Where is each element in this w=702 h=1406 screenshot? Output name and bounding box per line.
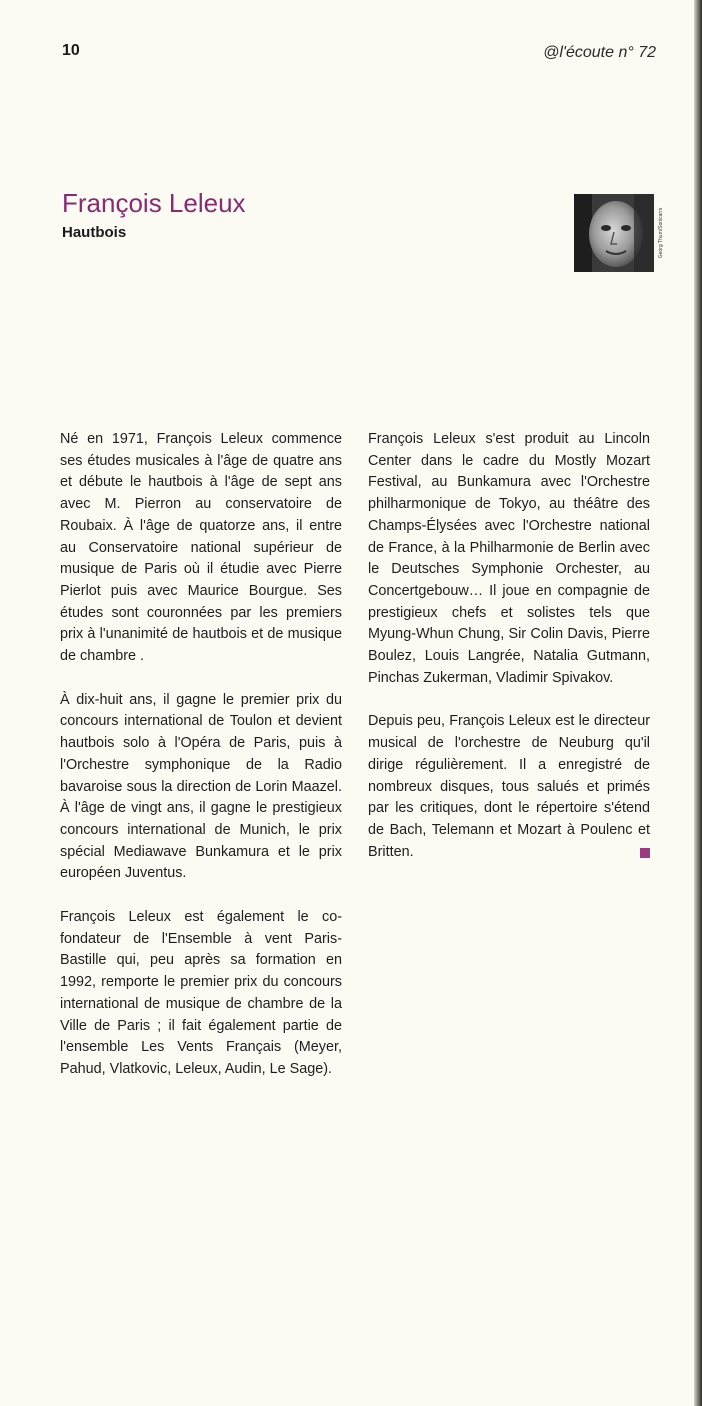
left-paragraph-3: François Leleux est également le co-fondateur de l'Ensemble à vent Paris-Bastille qui, peu après sa formation en 1992, remporte le premier prix du concours international de musique de chambre de la Ville de Paris ; il fait également partie de l'ensemble Les Vents Français (Meyer, Pahud, Vlatkovic, Leleux, Audin, Le Sage).: [60, 909, 342, 1077]
portrait-illustration: [574, 194, 654, 272]
page-edge: [694, 0, 702, 1406]
article-subtitle: Hautbois: [62, 224, 127, 241]
right-paragraph-2-text: Depuis peu, François Leleux est le directeur musical de l'orchestre de Neuburg qu'il dirige régulièrement. Il a enregistré de nombreux disques, tous salués et primés par les critiques, dont le répertoire s'étend de Bach, Telemann et Mozart à Poulenc et Britten.: [368, 713, 650, 860]
photo-credit-text: Georg Thum/Sonicarrs: [658, 207, 664, 259]
photo-credit: [656, 194, 666, 272]
right-paragraph-1: François Leleux s'est produit au Lincoln Center dans le cadre du Mostly Mozart Festival, au Bunkamura avec l'Orchestre philharmonique de Tokyo, au théâtre des Champs-Élysées avec l'Orchestre national de France, à la Philharmonie de Berlin avec le Deutsches Symphonie Orchester, au Concertgebouw… Il joue en compagnie de prestigieux chefs et solistes tels que Myung-Whun Chung, Sir Colin Davis, Pierre Boulez, Louis Langrée, Natalia Gutmann, Pinchas Zukerman, Vladimir Spivakov.: [368, 431, 650, 686]
left-column: [60, 429, 342, 1103]
portrait-photo: [574, 194, 654, 272]
running-head: @l'écoute n° 72: [543, 44, 656, 61]
page-number: 10: [62, 42, 80, 59]
article-title: François Leleux: [62, 188, 246, 218]
left-paragraph-1: Né en 1971, François Leleux commence ses études musicales à l'âge de quatre ans et débute le hautbois à l'âge de sept ans avec M. Pierron au conservatoire de Roubaix. À l'âge de quatorze ans, il entre au Conservatoire national supérieur de musique de Paris où il étudie avec Pierre Pierlot puis avec Maurice Bourgue. Ses études sont couronnées par les premiers prix à l'unanimité de hautbois et de musique de chambre .: [60, 431, 342, 665]
end-of-article-mark: [640, 848, 650, 858]
left-paragraph-2: À dix-huit ans, il gagne le premier prix du concours international de Toulon et devient hautbois solo à l'Opéra de Paris, puis à l'Orchestre symphonique de la Radio bavaroise sous la direction de Lorin Maazel. À l'âge de vingt ans, il gagne le prestigieux concours international de Munich, le prix spécial Mediawave Bunkamura et le prix européen Juventus.: [60, 691, 342, 882]
right-paragraph-2: [368, 711, 650, 863]
right-column: [368, 429, 650, 885]
